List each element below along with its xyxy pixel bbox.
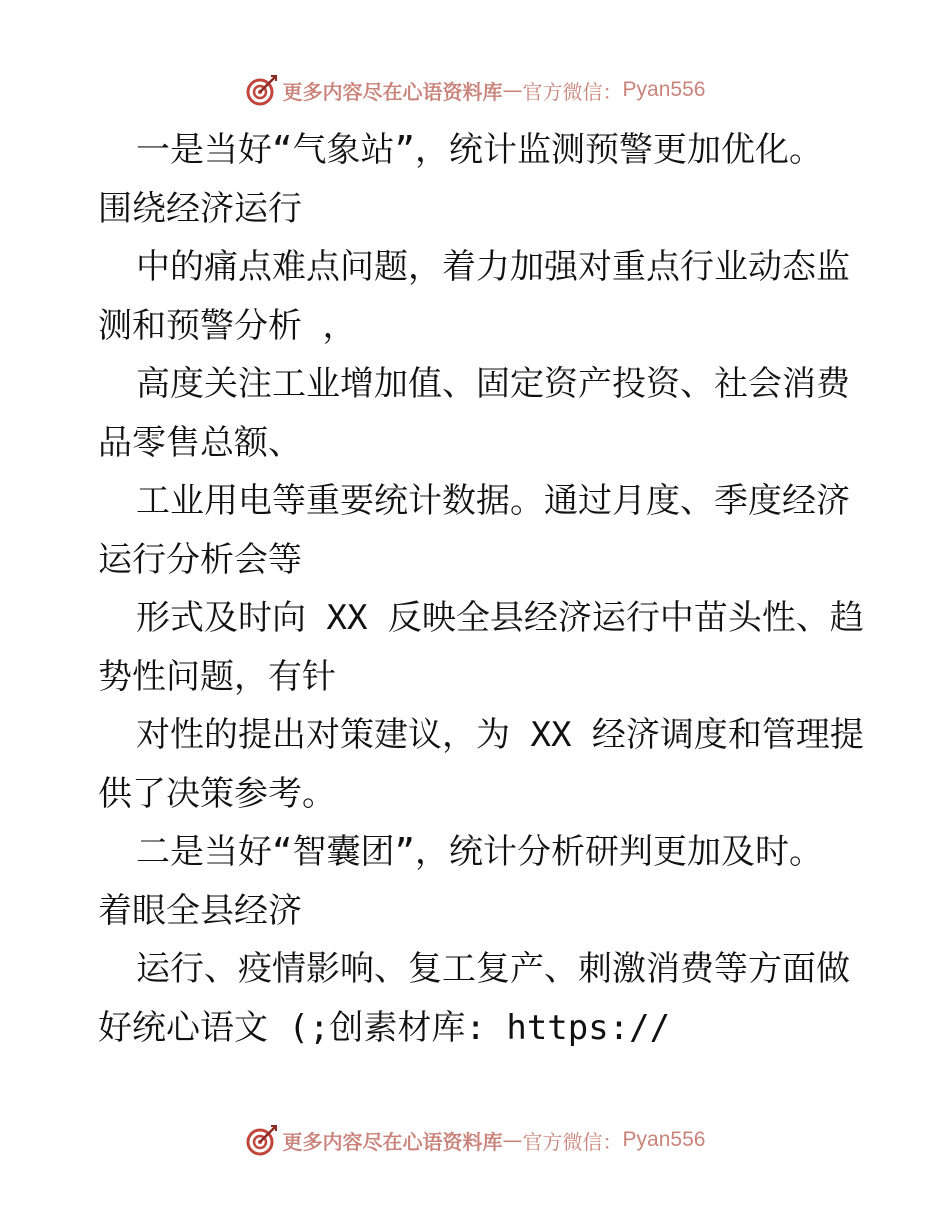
paragraph-line: 中的痛点难点问题，着力加强对重点行业动态监	[136, 247, 850, 287]
header-wechat-id: Pyan556	[622, 78, 706, 101]
dart-target-icon	[245, 1123, 279, 1157]
paragraph-line: 对性的提出对策建议，为 XX 经济调度和管理提	[136, 715, 864, 755]
footer-wechat-id: Pyan556	[622, 1128, 706, 1151]
paragraph-line: 围绕经济运行	[98, 188, 302, 229]
paragraph-line: 一是当好“气象站”，统计监测预警更加优化。	[136, 130, 823, 170]
paragraph-line: 测和预警分析 ，	[98, 305, 357, 346]
paragraph-line: 高度关注工业增加值、固定资产投资、社会消费	[136, 364, 850, 404]
header-banner-content	[245, 73, 706, 107]
paragraph-line: 运行分析会等	[98, 539, 302, 580]
footer-wechat-label: 官方微信：	[522, 1129, 623, 1154]
document-body	[98, 121, 864, 1057]
paragraph-line: 势性问题，有针	[98, 656, 336, 697]
paragraph-line: 二是当好“智囊团”，统计分析研判更加及时。	[136, 832, 823, 872]
dart-target-icon	[245, 73, 279, 107]
header-banner-separator: —	[502, 78, 523, 102]
footer-banner	[0, 1120, 950, 1160]
paragraph-line: 形式及时向 XX 反映全县经济运行中苗头性、趋	[136, 598, 864, 638]
header-banner-text: 更多内容尽在心语资料库	[282, 79, 503, 104]
paragraph-line: 运行、疫情影响、复工复产、刺激消费等方面做	[136, 949, 850, 989]
paragraph-line: 工业用电等重要统计数据。通过月度、季度经济	[136, 481, 850, 521]
header-banner	[0, 70, 950, 110]
paragraph-line: 着眼全县经济	[98, 890, 302, 931]
paragraph-line: 品零售总额、	[98, 422, 302, 463]
footer-banner-content	[245, 1123, 706, 1157]
footer-banner-separator: —	[502, 1128, 523, 1152]
header-wechat-label: 官方微信：	[522, 79, 623, 104]
paragraph-line: 好统心语文 (;创素材库: https://	[98, 1007, 671, 1048]
footer-banner-text: 更多内容尽在心语资料库	[282, 1129, 503, 1154]
paragraph-line: 供了决策参考。	[98, 773, 336, 814]
